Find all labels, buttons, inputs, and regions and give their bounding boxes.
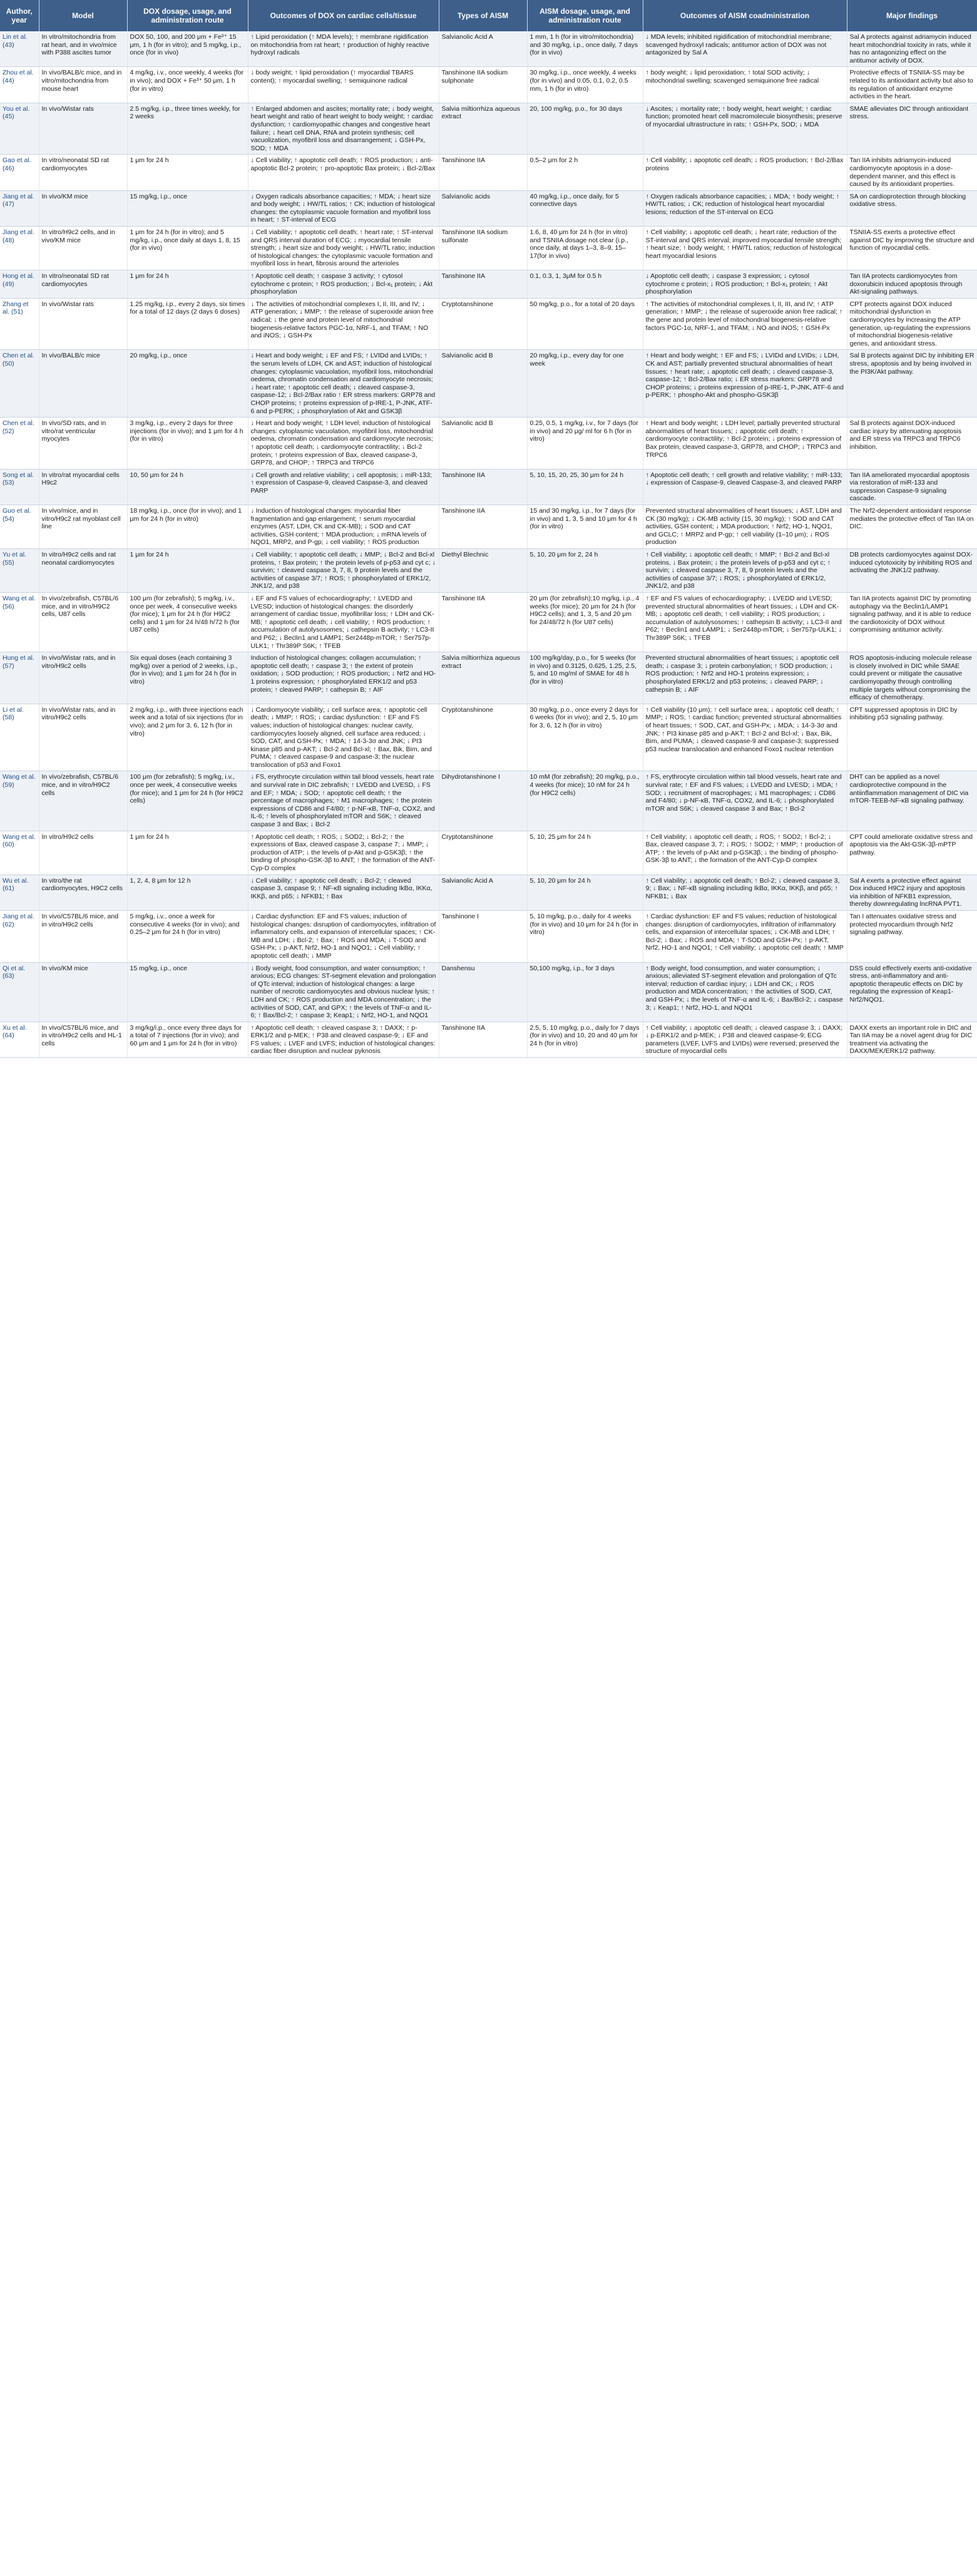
cell-dox-dosage: 1 μm for 24 h	[127, 270, 248, 299]
cell-aism-outcomes: ↑ Cell viability; ↓ apoptotic cell death; ↑ MMP; ↑ Bcl-2 and Bcl-xl proteins, ↓ Bax protein; ↓ the protein levels of p-p53 and cyt c; ↑ survivin; ↓ cleaved caspase 3, 7, 8, 9 protein levels and the activities of caspase 3/7; ↓ ROS; ↓ phosphorylated of ERK1/2, JNK1/2, and p38	[643, 549, 847, 593]
cell-author: Chen et al. (52)	[0, 418, 39, 470]
cell-dox-outcomes: ↑ Enlarged abdomen and ascites; mortality rate; ↓ body weight, heart weight and ratio of heart weight to body weight; ↑ cardiac dysfunction; ↑ cardiomyopathic changes and congestive heart failure; ↓ heart cell DNA, RNA and protein synthesis; cell vacuolization, myofibril loss and disarrangement; ↓ GSH-Px, SOD; ↑ MDA	[248, 103, 439, 155]
cell-model: In vitro/neonatal SD rat cardiomyocytes	[39, 155, 127, 190]
cell-author: Gao et al. (46)	[0, 155, 39, 190]
cell-aism-dosage: 15 and 30 mg/kg, i.p., for 7 days (for in vivo) and 1, 3, 5 and 10 μm for 4 h (for in vitro)	[527, 505, 643, 549]
cell-major-findings: Tan IIA protects against DIC by promoting autophagy via the Beclin1/LAMP1 signaling pathway, and it is able to reduce the cardiotoxicity of DOX without compromising antitumor activity.	[847, 593, 977, 652]
cell-aism-type: Cryptotanshinone	[439, 831, 527, 875]
cell-author: Jiang et al. (48)	[0, 227, 39, 270]
cell-model: In vivo/KM mice	[39, 190, 127, 226]
cell-author: Jiang et al. (62)	[0, 910, 39, 962]
cell-dox-outcomes: ↓ Cell viability; ↑ apoptotic cell death; ↓ Bcl-2; ↑ cleaved caspase 3, caspase 9; ↑ NF-κB signaling including IkBα, IKKα, IKKβ, and p65; ↓ NFKB1; ↑ Bax	[248, 875, 439, 910]
table-row	[0, 155, 977, 190]
cell-dox-outcomes: ↓ Heart and body weight; ↑ LDH level; induction of histological changes: cytoplasmic vacuolation, myofibril loss, mitochondrial oedema, chromatin condensation and cardiomyocyte necrosis; ↑ apoptotic cell death; ↓ cardiomyocyte contractility; ↓ Bcl-2 protein; ↑ proteins expression of Bax, cleaved caspase-3, GRP78, and CHOP; ↑ TRPC3 and TRPC6	[248, 418, 439, 470]
table-row	[0, 505, 977, 549]
cell-aism-dosage: 1.6, 8, 40 μm for 24 h (for in vitro) and TSNIIA dosage not clear (i.p., once daily, at days 1–3, 8–9, 15–17(for in vivo)	[527, 227, 643, 270]
cell-dox-dosage: 3 mg/kg, i.p., every 2 days for three injections (for in vivo); and 1 μm for 4 h (for in vitro)	[127, 418, 248, 470]
cell-major-findings: CPT could ameliorate oxidative stress and apoptosis via the Akt-GSK-3β-mPTP pathway.	[847, 831, 977, 875]
table-row	[0, 771, 977, 831]
cell-dox-dosage: 1 μm for 24 h	[127, 155, 248, 190]
cell-model: In vivo/BALB/c mice	[39, 350, 127, 418]
cell-dox-outcomes: ↓ Cell viability; ↑ apoptotic cell death; ↑ heart rate; ↑ ST-interval and QRS interval duration of ECG; ↓ myocardial tensile strength; ↓ heart size and body weight; ↓ HW/TL ratio; induction of histological changes: the cytoplasmic vacuole formation and myofibril loss in heart, fibrosis around the arterioles	[248, 227, 439, 270]
cell-dox-outcomes: ↓ FS, erythrocyte circulation within tail blood vessels, heart rate and survival rate in DIC zebrafish; ↑ LVEDD and LVESD, ↓ FS and EF; ↑ MDA; ↓ SOD; ↑ apoptotic cell death; ↑ the percentage of macrophages; ↑ M1 macrophages; ↑ the protein expressions of CD86 and F4/80; ↑ p-NF-κB, TNF-α, COX2, and IL-6; ↑ levels of phosphorylated mTOR and S6K; ↑ cleaved caspase 3 and Bax; ↓ Bcl-2	[248, 771, 439, 831]
cell-dox-outcomes: ↓ Heart and body weight; ↓ EF and FS; ↑ LVIDd and LVIDs; ↑ the serum levels of LDH, CK and AST; induction of histological changes: cytoplasmic vacuolation, myofibril loss, mitochondrial oedema, chromatin condensation and cardiomyocyte necrosis; ↓ heart rate; ↑ apoptotic cell death; ↓ cleaved caspase-3, caspase-12; ↓ Bcl-2/Bax ratio ↑ ER stress markers: GRP78 and CHOP proteins; ↑ proteins expression of p-IRE-1, P-JNK, ATF-6 and p-PERK; ↓ phosphorylation of Akt and GSK3β	[248, 350, 439, 418]
cell-author: Zhou et al. (44)	[0, 67, 39, 103]
cell-aism-dosage: 20 μm (for zebrafish);10 mg/kg, i.p., 4 weeks (for mice); 20 μm for 24 h (for H9C2 cells); and 1, 3, 5 and 20 μm for 24/48/72 h (for U87 cells)	[527, 593, 643, 652]
cell-aism-type: Dihydrotanshinone I	[439, 771, 527, 831]
cell-aism-type: Diethyl Blechnic	[439, 549, 527, 593]
cell-dox-dosage: 3 mg/kg/i.p., once every three days for a total of 7 injections (for in vivo); and 60 μm and 1 μm for 24 h (for in vitro)	[127, 1022, 248, 1057]
cell-model: In vivo/zebrafish, C57BL/6 mice, and in vitro/H9C2 cells, U87 cells	[39, 593, 127, 652]
cell-aism-outcomes: ↑ Cell viability; ↓ apoptotic cell death; ↓ ROS; ↑ SOD2; ↑ Bcl-2; ↓ Bax, cleaved caspase 3, 7; ↓ ROS; ↑ SOD2; ↑ MMP; ↑ production of ATP; ↑ the levels of p-Akt and p-GSK3β; ↓ the binding of phospho-GSK-3β to ANT; ↓ the formation of the ANT-Cyp-D complex	[643, 831, 847, 875]
cell-aism-outcomes: ↑ body weight; ↓ lipid peroxidation; ↑ total SOD activity; ↓ mitochondrial swelling; scavenged semiquinone free radical	[643, 67, 847, 103]
cell-dox-outcomes: ↓ Cell viability; ↑ apoptotic cell death; ↓ MMP; ↓ Bcl-2 and Bcl-xl proteins, ↑ Bax protein; ↑ the protein levels of p-p53 and cyt c; ↓ survivin; ↑ cleaved caspase 3, 7, 8, 9 protein levels and the activities of caspase 3/7; ↑ ROS; ↑ phosphorylated of ERK1/2, JNK1/2, and p38	[248, 549, 439, 593]
cell-aism-outcomes: ↑ Apoptotic cell death; ↑ cell growth and relative viability; ↑ miR-133; ↓ expression of Caspase-9, cleaved Caspase-3, and cleaved PARP	[643, 469, 847, 505]
cell-model: In vivo/Wistar rats, and in vitro/H9c2 cells	[39, 704, 127, 771]
cell-author: Jiang et al. (47)	[0, 190, 39, 226]
cell-dox-dosage: Six equal doses (each containing 3 mg/kg) over a period of 2 weeks, i.p., (for in vivo); and 1 μm for 24 h (for in vitro)	[127, 652, 248, 704]
cell-author: Hung et al. (57)	[0, 652, 39, 704]
cell-aism-dosage: 50 mg/kg, p.o., for a total of 20 days	[527, 298, 643, 350]
cell-major-findings: DSS could effectively exerts anti-oxidative stress, anti-inflammatory and anti-apoptotic therapeutic effects on DIC by regulating the expression of Keap1-Nrf2/NQO1.	[847, 962, 977, 1022]
cell-dox-outcomes: ↓ EF and FS values of echocardiography; ↑ LVEDD and LVESD; induction of histological changes: the disorderly arrangement of cardiac tissue, myofibrillar loss; ↑ LDH and CK-MB; ↑ apoptotic cell death; ↓ cell viability; ↑ ROS production; ↑ accumulation of autolysosomes; ↓ cathepsin B activity; ↑ LC3-II and P62; ↓ Beclin1 and LAMP1; Ser2448p-mTOR; ↑ Ser757p-ULK1; ↑ Thr389P S6K; ↑ TFEB	[248, 593, 439, 652]
cell-major-findings: CPT suppressed apoptosis in DIC by inhibiting p53 signaling pathway.	[847, 704, 977, 771]
cell-aism-dosage: 10 mM (for zebrafish); 20 mg/kg, p.o., 4 weeks (for mice); 10 nM for 24 h (for H9C2 cells)	[527, 771, 643, 831]
cell-aism-dosage: 30 mg/kg, i.p., once weekly, 4 weeks (for in vivo) and 0.05, 0.1, 0.2, 0.5 mm, 1 h (for in vitro)	[527, 67, 643, 103]
cell-dox-dosage: 1, 2, 4, 8 μm for 12 h	[127, 875, 248, 910]
cell-author: Zhang et al. (51)	[0, 298, 39, 350]
cell-aism-type: Salvianolic Acid A	[439, 31, 527, 67]
cell-major-findings: Tan I attenuates oxidative stress and protected myocardium through Nrf2 signaling pathway.	[847, 910, 977, 962]
cell-aism-dosage: 1 mm, 1 h (for in vitro/mitochondria) and 30 mg/kg, i.p., once daily, 7 days (for in vivo)	[527, 31, 643, 67]
cell-aism-outcomes: ↑ Heart and body weight; ↓ LDH level; partially prevented structural abnormalities of heart tissues; ↓ apoptotic cell death; ↑ cardiomyocyte contractility; ↑ Bcl-2 protein; ↓ proteins expression of Bax protein, cleaved caspase-3, GRP78, and CHOP; ↓ TRPC3 and TRPC6	[643, 418, 847, 470]
table-row	[0, 298, 977, 350]
cell-major-findings: Sal A exerts a protective effect against Dox induced H9C2 injury and apoptosis via inhibition of NFKB1 expression, thereby downregulating lncRNA PVT1.	[847, 875, 977, 910]
cell-major-findings: The Nrf2-dependent antioxidant response mediates the protective effect of Tan IIA on DIC.	[847, 505, 977, 549]
table-row	[0, 270, 977, 299]
cell-dox-outcomes: ↓ body weight; ↑ lipid peroxidation (↑ myocardial TBARS content); ↑ myocardial swelling; ↑ semiquinone radical	[248, 67, 439, 103]
cell-aism-outcomes: ↑ Oxygen radicals absorbance capacities; ↓ MDA; ↑ body weight; ↑ HW/TL ratios; ↓ CK; reduction of histological heart myocardial lesions; reduction of the ST-interval on ECG	[643, 190, 847, 226]
cell-major-findings: DHT can be applied as a novel cardioprotective compound in the antiinflammation management of DIC via mTOR-TEEB-NF-κB signaling pathway.	[847, 771, 977, 831]
cell-model: In vivo/SD rats, and in vitro/rat ventricular myocytes	[39, 418, 127, 470]
cell-author: Li et al. (58)	[0, 704, 39, 771]
cell-dox-dosage: DOX 50, 100, and 200 μm + Fe³⁺ 15 μm, 1 h (for in vitro); and 5 mg/kg, i.p., once (for in vivo)	[127, 31, 248, 67]
table-row	[0, 704, 977, 771]
cell-aism-dosage: 5, 10, 20 μm for 24 h	[527, 875, 643, 910]
cell-author: Wang et al. (56)	[0, 593, 39, 652]
table-row	[0, 593, 977, 652]
header-aism-outcomes: Outcomes of AISM coadministration	[643, 0, 847, 31]
cell-dox-outcomes: ↑ Apoptotic cell death; ↑ ROS; ↓ SOD2; ↓ Bcl-2; ↑ the expressions of Bax, cleaved caspase 3, caspase 7; ↓ MMP; ↓ production of ATP; ↓ the levels of p-Akt and p-GSK3β; ↑ the binding of phospho-GSK-3β to ANT; ↑ the formation of the ANT-Cyp-D complex	[248, 831, 439, 875]
table-row	[0, 910, 977, 962]
cell-aism-dosage: 0.1, 0.3, 1, 3μM for 0.5 h	[527, 270, 643, 299]
cell-model: In vitro/H9c2 cells and rat neonatal cardiomyocytes	[39, 549, 127, 593]
cell-aism-outcomes: ↑ Cell viability (10 μm); ↑ cell surface area; ↓ apoptotic cell death; ↑ MMP; ↓ ROS; ↑ cardiac function; prevented structural abnormalities of heart tissues; ↑ SOD, CAT, and GSH-Px; ↓ MDA; ↓ 14-3-3σ and JNK; ↑ PI3 kinase p85 and p-AKT; ↑ Bcl-2 and Bcl-xl; ↓ Bax, Bik, Bim, and PUMA; ↓ cleaved caspase-9 and caspase-3; suppressed p53 nuclear translocation and enhanced Foxo1 nuclear retention	[643, 704, 847, 771]
cell-aism-dosage: 0.5–2 μm for 2 h	[527, 155, 643, 190]
cell-model: In vitro/mitochondria from rat heart, and in vivo/mice with P388 ascites tumor	[39, 31, 127, 67]
table-row	[0, 190, 977, 226]
cell-author: Hong et al. (49)	[0, 270, 39, 299]
cell-dox-dosage: 10, 50 μm for 24 h	[127, 469, 248, 505]
table-row	[0, 1022, 977, 1057]
cell-author: Wu et al. (61)	[0, 875, 39, 910]
cell-major-findings: Sal B protects against DOX-induced cardiac injury by attenuating apoptosis and ER stress via TRPC3 and TRPC6 inhibition.	[847, 418, 977, 470]
cell-dox-dosage: 5 mg/kg, i.v., once a week for consecutive 4 weeks (for in vivo); and 0.25–2 μm for 24 h (for in vitro)	[127, 910, 248, 962]
cell-aism-type: Tanshinone IIA sodium sulfonate	[439, 227, 527, 270]
cell-aism-type: Salvianolic acid B	[439, 350, 527, 418]
cell-model: In vivo/KM mice	[39, 962, 127, 1022]
cell-dox-dosage: 2.5 mg/kg, i.p., three times weekly, for 2 weeks	[127, 103, 248, 155]
cell-aism-dosage: 100 mg/kg/day, p.o., for 5 weeks (for in vivo) and 0.3125, 0.625, 1.25, 2.5, 5, and 10 mg/ml of SMAE for 48 h (for in vitro)	[527, 652, 643, 704]
cell-aism-type: Tanshinone IIA	[439, 593, 527, 652]
cell-model: In vivo/Wistar rats	[39, 298, 127, 350]
cell-aism-type: Salvianolic acid B	[439, 418, 527, 470]
cell-aism-outcomes: ↓ Ascites; ↓ mortality rate; ↑ body weight, heart weight; ↑ cardiac function; promoted heart cell macromolecule biosynthesis; preserve of myocardial ultrastructure in rats; ↑ GSH-Px, SOD; ↓ MDA	[643, 103, 847, 155]
header-dox-dosage: DOX dosage, usage, and administration route	[127, 0, 248, 31]
study-table	[0, 0, 977, 1058]
cell-aism-dosage: 20 mg/kg, i.p., every day for one week	[527, 350, 643, 418]
cell-aism-outcomes: ↑ Cell viability; ↓ apoptotic cell death; ↓ ROS production; ↑ Bcl-2/Bax proteins	[643, 155, 847, 190]
cell-dox-outcomes: ↑ Apoptotic cell death; ↑ caspase 3 activity; ↑ cytosol cytochrome c protein; ↑ ROS production; ↓ Bcl-x₁ protein; ↓ Akt phosphorylation	[248, 270, 439, 299]
cell-dox-outcomes: ↓ Cell viability; ↑ apoptotic cell death; ↑ ROS production; ↓ anti-apoptotic Bcl-2 protein; ↑ pro-apoptotic Bax protein; ↓ Bcl-2/Bax	[248, 155, 439, 190]
cell-aism-type: Tanshinone IIA	[439, 505, 527, 549]
cell-model: In vivo/BALB/c mice, and in vitro/mitochondria from mouse heart	[39, 67, 127, 103]
header-author: Author, year	[0, 0, 39, 31]
cell-dox-dosage: 100 μm (for zebrafish); 5 mg/kg, i.v., once per week, 4 consecutive weeks (for mice); 1 μm for 24 h (for H9C2 cells) and 1 μm for 24 h/48 h/72 h (for U87 cells)	[127, 593, 248, 652]
cell-aism-dosage: 2.5, 5, 10 mg/kg, p.o., daily for 7 days (for in vivo) and 10, 20 and 40 μm for 24 h (for in vitro)	[527, 1022, 643, 1057]
cell-dox-dosage: 18 mg/kg, i.p., once (for in vivo); and 1 μm for 24 h (for in vitro)	[127, 505, 248, 549]
cell-model: In vivo/mice, and in vitro/H9c2 rat myoblast cell line	[39, 505, 127, 549]
cell-dox-dosage: 15 mg/kg, i.p., once	[127, 190, 248, 226]
cell-model: In vitro/neonatal SD rat cardiomyocytes	[39, 270, 127, 299]
cell-dox-outcomes: ↓ The activities of mitochondrial complexes I, II, III, and IV; ↓ ATP generation; ↓ MMP; ↑ the release of superoxide anion free radical; ↓ the gene and protein level of mitochondrial biogenesis-relative factors PGC-1α, NRF-1, and TFAM; ↑ NO and iNOS; ↓ GSH-Px	[248, 298, 439, 350]
cell-dox-dosage: 100 μm (for zebrafish); 5 mg/kg, i.v., once per week, 4 consecutive weeks (for mice); and 1 μm for 24 h (for H9C2 cells)	[127, 771, 248, 831]
cell-model: In vivo/Wistar rats, and in vitro/H9c2 cells	[39, 652, 127, 704]
cell-model: In vitro/H9c2 cells	[39, 831, 127, 875]
cell-dox-dosage: 2 mg/kg, i.p., with three injections each week and a total of six injections (for in vivo); and 2 μm for 3, 6, 12 h (for in vitro)	[127, 704, 248, 771]
cell-aism-type: Salvianolic Acid A	[439, 875, 527, 910]
cell-dox-outcomes: ↑ Apoptotic cell death; ↑ cleaved caspase 3; ↑ DAXX; ↑ p-ERK1/2 and p-MEK; ↑ P38 and cleaved caspase-9; ↓ EF and FS values; ↓ LVEF and LVFS; induction of histological changes: cardiac fiber disruption and nuclear pyknosis	[248, 1022, 439, 1057]
cell-major-findings: CPT protects against DOX induced mitochondrial dysfunction in cardiomyocytes by increasing the ATP generation, up-regulating the expressions of mitochondrial biogenesis-relative genes, and antioxidant stress.	[847, 298, 977, 350]
cell-aism-type: Tanshinone IIA	[439, 270, 527, 299]
table-row	[0, 549, 977, 593]
cell-dox-dosage: 1 μm for 24 h	[127, 549, 248, 593]
cell-author: Chen et al. (50)	[0, 350, 39, 418]
cell-dox-dosage: 15 mg/kg, i.p., once	[127, 962, 248, 1022]
cell-major-findings: DAXX exerts an important role in DIC and Tan IIA may be a novel agent drug for DIC treatment via activating the DAXX/MEK/ERK1/2 pathway.	[847, 1022, 977, 1057]
table-row	[0, 469, 977, 505]
cell-major-findings: SA on cardioprotection through blocking oxidative stress.	[847, 190, 977, 226]
cell-aism-type: Cryptotanshinone	[439, 298, 527, 350]
cell-dox-dosage: 1 μm for 24 h	[127, 831, 248, 875]
cell-aism-outcomes: ↓ Apoptotic cell death; ↓ caspase 3 expression; ↓ cytosol cytochrome c protein; ↓ ROS production; ↑ Bcl-x₁ protein; ↑ Akt phosphorylation	[643, 270, 847, 299]
cell-aism-dosage: 50,100 mg/kg, i.p., for 3 days	[527, 962, 643, 1022]
cell-aism-type: Salvianolic acids	[439, 190, 527, 226]
cell-dox-dosage: 1.25 mg/kg, i.p., every 2 days, six times for a total of 12 days (2 days 6 doses)	[127, 298, 248, 350]
cell-model: In vitro/the rat cardiomyocytes, H9C2 cells	[39, 875, 127, 910]
cell-aism-outcomes: ↑ Cell viability; ↓ apoptotic cell death; ↓ cleaved caspase 3; ↓ DAXX; ↓ p-ERK1/2 and p-MEK; ↓ P38 and cleaved caspase-9; ECG parameters (LVEF, LVFS and LVIDs) were reversed; preserved the structure of myocardial cells	[643, 1022, 847, 1057]
cell-aism-type: Tanshinone IIA sodium sulphonate	[439, 67, 527, 103]
cell-aism-outcomes: Prevented structural abnormalities of heart tissues; ↓ AST, LDH and CK (30 mg/kg); ↓ CK-MB activity (15, 30 mg/kg); ↑ SOD and CAT activities, GSH content; ↓ MDA production; ↑ Nrf2, HO-1, NQO1, and GCLC; ↑ MRP2 and P-gp; ↑ cell viability (1–10 μm); ↓ ROS production	[643, 505, 847, 549]
cell-aism-dosage: 30 mg/kg, p.o., once every 2 days for 6 weeks (for in vivo); and 2, 5, 10 μm for 3, 6, 12 h (for in vitro)	[527, 704, 643, 771]
cell-dox-outcomes: ↓ Oxygen radicals absorbance capacities; ↑ MDA; ↓ heart size and body weight; ↓ HW/TL ratios; ↑ CK; induction of histological changes: the cytoplasmic vacuole formation and myofibril loss in heart; ↑ ST-interval of ECG	[248, 190, 439, 226]
cell-model: In vivo/C57BL/6 mice, and in vitro/H9c2 cells and HL-1 cells	[39, 1022, 127, 1057]
cell-author: Wang et al. (60)	[0, 831, 39, 875]
cell-aism-outcomes: Prevented structural abnormalities of heart tissues; ↓ apoptotic cell death; ↓ caspase 3; ↓ protein carbonylation; ↑ SOD production; ↓ ROS production; ↑ Nrf2 and HO-1 proteins expression; ↓ phosphorylated ERK1/2 and p53 proteins; ↓ cleaved PARP; ↓ cathepsin B; ↓ AIF	[643, 652, 847, 704]
cell-dox-outcomes: ↓ Cardiac dysfunction: EF and FS values; induction of histological changes: disruption of cardiomyocytes, infiltration of inflammatory cells, and expansion of intercellular spaces; ↑ CK-MB and LDH; ↓ Bcl-2; ↑ Bax; ↑ ROS and MDA; ↓ T-SOD and GSH-Px; ↓ p-AKT, Nrf2, HO-1 and NQO1; ↓ Cell viability; ↑ apoptotic cell death; ↓ MMP	[248, 910, 439, 962]
cell-dox-dosage: 20 mg/kg, i.p., once	[127, 350, 248, 418]
cell-aism-dosage: 40 mg/kg, i.p., once daily, for 5 connective days	[527, 190, 643, 226]
cell-dox-outcomes: ↓ Cardiomyocyte viability; ↓ cell surface area; ↑ apoptotic cell death; ↓ MMP; ↑ ROS; ↓ cardiac dysfunction: ↑ EF and FS values; induction of histological changes: nuclear cavity, cardiomyocytes loosely aligned, cell surface area reduced; ↓ SOD, CAT, and GSH-Px; ↑ MDA; ↑ 14-3-3σ and JNK; ↓ PI3 kinase p85 and p-AKT; ↓ Bcl-2 and Bcl-xl; ↑ Bax, Bik, Bim, and PUMA; ↑ cleaved caspase-9 and caspase-3; the nuclear translocation of p53 and Foxo1	[248, 704, 439, 771]
cell-model: In vivo/C57BL/6 mice, and in vitro/H9c2 cells	[39, 910, 127, 962]
header-major-findings: Major findings	[847, 0, 977, 31]
table-row	[0, 103, 977, 155]
cell-major-findings: Protective effects of TSNIIA-SS may be related to its antioxidant activity but also to its regulation of antioxidant enzyme activities in the heart.	[847, 67, 977, 103]
cell-author: Xu et al. (64)	[0, 1022, 39, 1057]
table-row	[0, 350, 977, 418]
cell-aism-outcomes: ↑ Cardiac dysfunction: EF and FS values; reduction of histological changes: disruption of cardiomyocytes, infiltration of inflammatory cells, and expansion of intercellular spaces; ↓ CK-MB and LDH; ↑ Bcl-2; ↓ Bax; ↓ ROS and MDA; ↑ T-SOD and GSH-Px; ↑ p-AKT, Nrf2, HO-1 and NQO1; ↑ Cell viability; ↓ apoptotic cell death; ↑ MMP	[643, 910, 847, 962]
cell-model: In vitro/rat myocardial cells H9c2	[39, 469, 127, 505]
header-aism-dosage: AISM dosage, usage, and administration route	[527, 0, 643, 31]
cell-model: In vivo/Wistar rats	[39, 103, 127, 155]
table-row	[0, 418, 977, 470]
cell-author: Qi et al. (63)	[0, 962, 39, 1022]
cell-aism-outcomes: ↑ Cell viability; ↓ apoptotic cell death; ↑ Bcl-2; ↓ cleaved caspase 3, 9; ↓ Bax; ↓ NF-κB signaling including IkBα, IKKα, IKKβ, and p65; ↑ NFKB1; ↓ Bax	[643, 875, 847, 910]
table-row	[0, 31, 977, 67]
cell-aism-dosage: 5, 10, 20 μm for 2, 24 h	[527, 549, 643, 593]
cell-aism-outcomes: ↑ Cell viability; ↓ apoptotic cell death; ↓ heart rate; reduction of the ST-interval and QRS interval; improved myocardial tensile strength; ↑ heart size; ↑ body weight; ↑ HW/TL ratios; reduction of histological heart myocardial lesions	[643, 227, 847, 270]
cell-dox-dosage: 1 μm for 24 h (for in vitro); and 5 mg/kg, i.p., once daily at days 1, 8, 15 (for in vivo)	[127, 227, 248, 270]
cell-major-findings: SMAE alleviates DIC through antioxidant stress.	[847, 103, 977, 155]
cell-aism-type: Salvia miltiorrhiza aqueous extract	[439, 652, 527, 704]
cell-dox-outcomes: ↑ Lipid peroxidation (↑ MDA levels); ↑ membrane rigidification on mitochondria from rat heart; ↑ production of highly reactive hydroxyl radicals	[248, 31, 439, 67]
cell-major-findings: ROS apoptosis-inducing molecule release is closely involved in DIC while SMAE could prevent or mitigate the causative cardiomyopathy through controlling multiple targets without compromising the efficacy of chemotherapy.	[847, 652, 977, 704]
cell-aism-type: Salvia miltiorrhiza aqueous extract	[439, 103, 527, 155]
cell-model: In vivo/zebrafish, C57BL/6 mice, and in vitro/H9C2 cells	[39, 771, 127, 831]
cell-major-findings: Sal A protects against adriamycin induced heart mitochondrial toxicity in rats, while it has no antagonizing effect on the antitumor activity of DOX.	[847, 31, 977, 67]
table-header-row	[0, 0, 977, 31]
table-row	[0, 652, 977, 704]
cell-aism-type: Tanshinone IIA	[439, 469, 527, 505]
cell-dox-outcomes: ↓ Body weight, food consumption, and water consumption; ↑ anxious; ECG changes: ST-segment elevation and prolongation of QTc interval; induction of histological changes: a large number of necrotic cardiomyocytes and obvious nuclear lysis; ↑ LDH and CK; ↑ ROS production and MDA concentration; ↓ the activities of SOD, CAT, and GPX; ↑ the levels of TNF-α and IL-6; ↑ Bax/Bcl-2; ↑ caspase 3; Keap1; ↓ Nrf2, HO-1, and NQO1	[248, 962, 439, 1022]
table-row	[0, 227, 977, 270]
cell-major-findings: TSNIIA-SS exerts a protective effect against DIC by improving the structure and function of myocardial cells.	[847, 227, 977, 270]
table-row	[0, 875, 977, 910]
header-aism-type: Types of AISM	[439, 0, 527, 31]
cell-major-findings: Sal B protects against DIC by inhibiting ER stress, apoptosis and by being involved in the PI3K/Akt pathway.	[847, 350, 977, 418]
cell-aism-dosage: 5, 10, 25 μm for 24 h	[527, 831, 643, 875]
table-row	[0, 67, 977, 103]
cell-dox-outcomes: Induction of histological changes: collagen accumulation; ↑ apoptotic cell death; ↑ caspase 3; ↑ the extent of protein oxidation; ↓ SOD production; ↑ ROS production; ↓ Nrf2 and HO-1 proteins expression; ↑ phosphorylated ERK1/2 and p53 protein; ↑ cleaved PARP; ↑ cathepsin B; ↑ AIF	[248, 652, 439, 704]
cell-author: Guo et al. (54)	[0, 505, 39, 549]
cell-aism-type: Tanshinone I	[439, 910, 527, 962]
cell-author: Yu et al. (55)	[0, 549, 39, 593]
cell-major-findings: Tan IIA protects cardiomyocytes from doxorubicin induced apoptosis through Akt-signaling pathways.	[847, 270, 977, 299]
cell-aism-type: Tanshinone IIA	[439, 155, 527, 190]
cell-author: You et al. (45)	[0, 103, 39, 155]
table-body	[0, 31, 977, 1058]
cell-aism-outcomes: ↑ Body weight, food consumption, and water consumption; ↓ anxious; alleviated ST-segment elevation and prolongation of QTc interval; reduction of cardiac injury; ↓ LDH and CK; ↓ ROS production and MDA concentration; ↑ the activities of SOD, CAT, and GSH-Px; ↓ the levels of TNF-α and IL-6; ↓ Bax/Bcl-2; ↓ caspase 3; ↓ Keap1; ↑ Nrf2, HO-1, and NQO1	[643, 962, 847, 1022]
cell-major-findings: DB protects cardiomyocytes against DOX-induced cytotoxicity by inhibiting ROS and activating the JNK1/2 pathway.	[847, 549, 977, 593]
cell-aism-type: Danshensu	[439, 962, 527, 1022]
table-row	[0, 962, 977, 1022]
cell-aism-outcomes: ↑ The activities of mitochondrial complexes I, II, III, and IV; ↑ ATP generation; ↑ MMP; ↓ the release of superoxide anion free radical; ↑ the gene and protein level of mitochondrial biogenesis-relative factors PGC-1α, NRF-1, and TFAM; ↓ NO and iNOS; ↑ GSH-Px	[643, 298, 847, 350]
cell-major-findings: Tan IIA inhibits adriamycin-induced cardiomyocyte apoptosis in a dose-dependent manner, and this effect is caused by its antioxidant properties.	[847, 155, 977, 190]
cell-dox-dosage: 4 mg/kg, i.v., once weekly, 4 weeks (for in vivo); and DOX + Fe³⁺ 50 μm, 1 h (for in vitro)	[127, 67, 248, 103]
cell-aism-type: Cryptotanshinone	[439, 704, 527, 771]
header-dox-outcomes: Outcomes of DOX on cardiac cells/tissue	[248, 0, 439, 31]
cell-aism-outcomes: ↑ Heart and body weight; ↑ EF and FS; ↓ LVIDd and LVIDs; ↓ LDH, CK and AST; partially prevented structural abnormalities of heart tissues; ↑ heart rate; ↓ apoptotic cell death; ↓ cleaved caspase-3, caspase-12; ↑ Bcl-2/Bax ratio; ↓ ER stress markers: GRP78 and CHOP proteins; ↓ proteins expression of p-IRE-1, P-JNK, ATF-6 and p-PERK; ↑ phospho-Akt and phospho-GSK3β	[643, 350, 847, 418]
cell-author: Song et al. (53)	[0, 469, 39, 505]
cell-dox-outcomes: ↓ Cell growth and relative viability; ↓ cell apoptosis; ↓ miR-133; ↑ expression of Caspase-9, cleaved Caspase-3, and cleaved PARP	[248, 469, 439, 505]
cell-aism-dosage: 20, 100 mg/kg, p.o., for 30 days	[527, 103, 643, 155]
cell-author: Lin et al. (43)	[0, 31, 39, 67]
cell-aism-outcomes: ↑ FS, erythrocyte circulation within tail blood vessels, heart rate and survival rate; ↑ EF and FS values; ↓ LVEDD and LVESD; ↓ MDA; ↑ SOD; ↓ recruitment of macrophages; ↓ M1 macrophages; ↓ CD86 and F4/80; ↓ p-NF-κB, TNF-α, COX2, and IL-6; ↓ phosphorylated mTOR and S6K; ↓ cleaved caspase 3 and Bax; ↑ Bcl-2	[643, 771, 847, 831]
table-row	[0, 831, 977, 875]
cell-author: Wang et al. (59)	[0, 771, 39, 831]
cell-dox-outcomes: ↓ Induction of histological changes: myocardial fiber fragmentation and gap enlargement; ↑ serum myocardial enzymes (AST, LDH, CK and CK-MB); ↓ SOD and CAT activities, GSH content; ↑ MDA production; ↓ mRNA levels of NQO1, MRP2, and P-gp; ↓ cell viability; ↑ ROS production	[248, 505, 439, 549]
cell-aism-type: Tanshinone IIA	[439, 1022, 527, 1057]
header-model: Model	[39, 0, 127, 31]
cell-aism-dosage: 5, 10, 15, 20, 25, 30 μm for 24 h	[527, 469, 643, 505]
cell-major-findings: Tan IIA ameliorated myocardial apoptosis via restoration of miR-133 and suppression Caspase-9 signaling cascade.	[847, 469, 977, 505]
cell-aism-dosage: 0.25, 0.5, 1 mg/kg, i.v., for 7 days (for in vivo) and 20 μg/ ml for 6 h (for in vitro)	[527, 418, 643, 470]
cell-model: In vitro/H9c2 cells, and in vivo/KM mice	[39, 227, 127, 270]
cell-aism-dosage: 5, 10 mg/kg, p.o., daily for 4 weeks (for in vivo) and 10 μm for 24 h (for in vitro)	[527, 910, 643, 962]
cell-aism-outcomes: ↑ EF and FS values of echocardiography; ↓ LVEDD and LVESD; prevented structural abnormalities of heart tissues; ↓ LDH and CK-MB; ↓ apoptotic cell death; ↑ cell viability; ↓ ROS production; ↓ accumulation of autolysosomes; ↑ cathepsin B activity; ↓ LC3-II and P62; ↑ Beclin1 and LAMP1; ↓ Ser2448p-mTOR; ↓ Ser757p-ULK1; ↓ Thr389P S6K; ↓ TFEB	[643, 593, 847, 652]
cell-aism-outcomes: ↓ MDA levels; inhibited rigidification of mitochondrial membrane; scavenged hydroxyl radicals; antitumor action of DOX was not antagonized by Sal A	[643, 31, 847, 67]
